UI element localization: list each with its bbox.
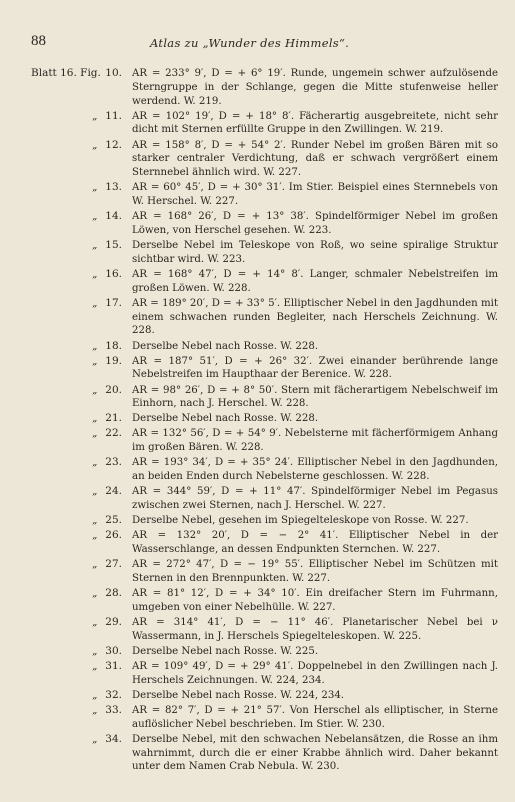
figure-number-value: 12.: [105, 138, 122, 151]
ditto-mark: „: [92, 268, 98, 280]
figure-description: AR = 189° 20′, D = + 33° 5′. Elliptischer Nebel in den Jagdhunden mit einem schwachen runden Begleiter, nach Herschels Zeichnung. W. 228.: [132, 297, 498, 337]
figure-description: Derselbe Nebel nach Rosse. W. 228.: [132, 340, 319, 352]
figure-description: AR = 132° 56′, D = + 54° 9′. Nebelsterne mit fächerförmigem Anhang im großen Bären. W. 228.: [132, 428, 498, 454]
figure-number-value: 23.: [105, 456, 122, 469]
ditto-mark: „: [92, 340, 98, 352]
figure-number: [82, 689, 122, 703]
ditto-mark: „: [92, 588, 98, 600]
figure-number-value: 33.: [105, 703, 122, 716]
figure-entry: [0, 660, 515, 689]
ditto-mark: „: [92, 733, 98, 745]
figure-description: AR = 272° 47′, D = − 19° 55′. Elliptischer Nebel im Schützen mit Sternen in den Brennpunkten. W. 227.: [132, 559, 498, 584]
figure-entry: [0, 67, 515, 110]
ditto-mark: „: [92, 355, 98, 367]
figure-description: Derselbe Nebel nach Rosse. W. 225.: [132, 645, 319, 657]
figure-entry: [0, 239, 515, 268]
figure-number-value: 19.: [105, 354, 122, 367]
figure-description: Derselbe Nebel, gesehen im Spiegelteleskope von Rosse. W. 227.: [132, 515, 469, 527]
figure-number-value: 21.: [105, 412, 122, 425]
figure-number-value: 13.: [105, 181, 122, 194]
ditto-mark: „: [92, 110, 98, 122]
figure-number: [82, 587, 122, 601]
figure-number: [82, 340, 122, 354]
figure-entry: [0, 210, 515, 239]
figure-number: [82, 181, 122, 195]
figure-description: AR = 132° 20′, D = − 2° 41′. Elliptischer Nebel in der Wasserschlange, an dessen Endpunkten Sternchen. W. 227.: [132, 530, 498, 556]
ditto-mark: „: [92, 457, 98, 469]
figure-number-value: 30.: [105, 644, 122, 657]
figure-list: [0, 67, 515, 775]
ditto-mark: „: [92, 413, 98, 425]
figure-entry: [0, 297, 515, 340]
figure-description: Derselbe Nebel nach Rosse. W. 228.: [132, 413, 319, 425]
ditto-mark: „: [92, 384, 98, 396]
figure-entry: [0, 384, 515, 413]
figure-entry: [0, 427, 515, 456]
figure-number-value: 24.: [105, 485, 122, 498]
figure-number-value: 16.: [105, 267, 122, 280]
figure-entry: [0, 355, 515, 384]
figure-number-value: 11.: [105, 109, 122, 122]
figure-number-value: 25.: [105, 514, 122, 527]
figure-entry: [0, 110, 515, 139]
ditto-mark: „: [92, 704, 98, 716]
figure-entry: [0, 181, 515, 210]
figure-number-value: 14.: [105, 210, 122, 223]
figure-number-value: 28.: [105, 587, 122, 600]
figure-number-value: 34.: [105, 732, 122, 745]
figure-number: [82, 733, 122, 747]
ditto-mark: „: [92, 486, 98, 498]
figure-description: Derselbe Nebel, mit den schwachen Nebelansätzen, die Rosse an ihm wahrnimmt, durch die er einer Krabbe ähnlich wird. Daher bekannt unter dem Namen Crab Nebula. W. 230.: [132, 733, 498, 773]
figure-entry: [0, 733, 515, 776]
figure-number: [82, 355, 122, 369]
figure-entry: [0, 689, 515, 704]
figure-description: AR = 98° 26′, D = + 8° 50′. Stern mit fächerartigem Nebelschweif im Einhorn, nach J. Herschel. W. 228.: [132, 384, 498, 410]
figure-number-value: 15.: [105, 239, 122, 252]
figure-number-value: 26.: [105, 529, 122, 542]
figure-description: AR = 109° 49′, D = + 29° 41′. Doppelnebel in den Zwillingen nach J. Herschels Zeichnungen. W. 224, 234.: [132, 660, 498, 686]
plate-number: Blatt 16.: [31, 67, 81, 79]
ditto-mark: „: [92, 182, 98, 194]
figure-description: AR = 158° 8′, D = + 54° 2′. Runder Nebel im großen Bären mit so starker centraler Verdichtung, daß er schwach vergrößert einem Sternnebel ähnlich wird. W. 227.: [132, 139, 498, 179]
figure-description: AR = 168° 26′, D = + 13° 38′. Spindelförmiger Nebel im großen Löwen, von Herschel gesehen. W. 223.: [132, 211, 498, 236]
ditto-mark: „: [92, 530, 98, 542]
figure-number-value: 22.: [105, 427, 122, 440]
figure-number: [82, 456, 122, 470]
figure-number: [82, 67, 122, 81]
figure-number-value: 17.: [105, 296, 122, 309]
ditto-mark: „: [92, 211, 98, 223]
figure-entry: [0, 485, 515, 514]
figure-entry: [0, 340, 515, 355]
figure-entry: [0, 704, 515, 733]
figure-entry: [0, 529, 515, 558]
figure-entry: [0, 587, 515, 616]
figure-entry: [0, 268, 515, 297]
figure-number: [82, 485, 122, 499]
ditto-mark: „: [92, 660, 98, 672]
figure-number: [82, 616, 122, 630]
figure-number: [82, 384, 122, 398]
ditto-mark: „: [92, 240, 98, 252]
figure-description: Derselbe Nebel im Teleskope von Roß, wo seine spiralige Struktur sichtbar wird. W. 223.: [132, 240, 498, 265]
figure-description: AR = 82° 7′, D = + 21° 57′. Von Herschel als elliptischer, in Sterne auflöslicher Nebel beschrieben. Im Stier. W. 230.: [132, 704, 498, 730]
figure-number: [82, 297, 122, 311]
ditto-mark: „: [92, 616, 98, 628]
figure-entry: [0, 456, 515, 485]
page-number: 88: [31, 33, 46, 49]
page-header: [0, 34, 515, 50]
figure-number-value: 10.: [105, 67, 122, 79]
figure-entry: [0, 616, 515, 645]
figure-entry: [0, 645, 515, 660]
fig-label: Fig.: [80, 67, 101, 79]
figure-description: AR = 168° 47′, D = + 14° 8′. Langer, schmaler Nebelstreifen im großen Löwen. W. 228.: [132, 268, 498, 294]
figure-number: [82, 412, 122, 426]
figure-number: [82, 110, 122, 124]
running-title: Atlas zu „Wunder des Himmels“.: [150, 36, 350, 50]
figure-number-value: 20.: [105, 383, 122, 396]
ditto-mark: „: [92, 139, 98, 151]
figure-number-value: 32.: [105, 688, 122, 701]
figure-entry: [0, 558, 515, 587]
figure-entry: [0, 412, 515, 427]
figure-number: [82, 529, 122, 543]
figure-description: AR = 102° 19′, D = + 18° 8′. Fächerartig ausgebreitete, nicht sehr dicht mit Sternen erfüllte Gruppe in den Zwillingen. W. 219.: [132, 110, 498, 136]
figure-description: AR = 60° 45′, D = + 30° 31′. Im Stier. Beispiel eines Sternnebels von W. Herschel. W. 227.: [132, 182, 498, 208]
figure-description: AR = 233° 9′, D = + 6° 19′. Runde, ungemein schwer aufzulösende Sterngruppe in der Schlange, gegen die Mitte stufenweise heller werdend. W. 219.: [132, 68, 498, 107]
figure-number: [82, 514, 122, 528]
ditto-mark: „: [92, 645, 98, 657]
figure-number: [82, 660, 122, 674]
figure-number: [82, 558, 122, 572]
figure-number-value: 31.: [105, 659, 122, 672]
figure-number-value: 27.: [105, 558, 122, 571]
figure-entry: [0, 514, 515, 529]
figure-entry: [0, 139, 515, 182]
figure-description: AR = 193° 34′, D = + 35° 24′. Elliptischer Nebel in den Jagdhunden, an beiden Enden durch Nebelsterne geschlossen. W. 228.: [132, 457, 498, 483]
figure-description: AR = 187° 51′, D = + 26° 32′. Zwei einander berührende lange Nebelstreifen im Haupthaar der Berenice. W. 228.: [132, 355, 498, 381]
figure-number-value: 29.: [105, 615, 122, 628]
figure-number: [82, 139, 122, 153]
ditto-mark: „: [92, 297, 98, 309]
figure-description: AR = 81° 12′, D = + 34° 10′. Ein dreifacher Stern im Fuhrmann, umgeben von einer Nebelhülle. W. 227.: [132, 588, 498, 613]
ditto-mark: „: [92, 689, 98, 701]
figure-number: [82, 239, 122, 253]
ditto-mark: „: [92, 515, 98, 527]
figure-number-value: 18.: [105, 339, 122, 352]
figure-number: [82, 704, 122, 718]
figure-description: Derselbe Nebel nach Rosse. W. 224, 234.: [132, 689, 345, 701]
ditto-mark: „: [92, 428, 98, 440]
figure-description: AR = 344° 59′, D = + 11° 47′. Spindelförmiger Nebel im Pegasus zwischen zwei Sternen, nach J. Herschel. W. 227.: [132, 486, 498, 512]
figure-number: [82, 268, 122, 282]
figure-number: [82, 645, 122, 659]
figure-description: AR = 314° 41′, D = − 11° 46′. Planetarischer Nebel bei ν Wassermann, in J. Herschels Spiegelteleskopen. W. 225.: [132, 616, 498, 642]
figure-number: [82, 210, 122, 224]
ditto-mark: „: [92, 559, 98, 571]
figure-number: [82, 427, 122, 441]
